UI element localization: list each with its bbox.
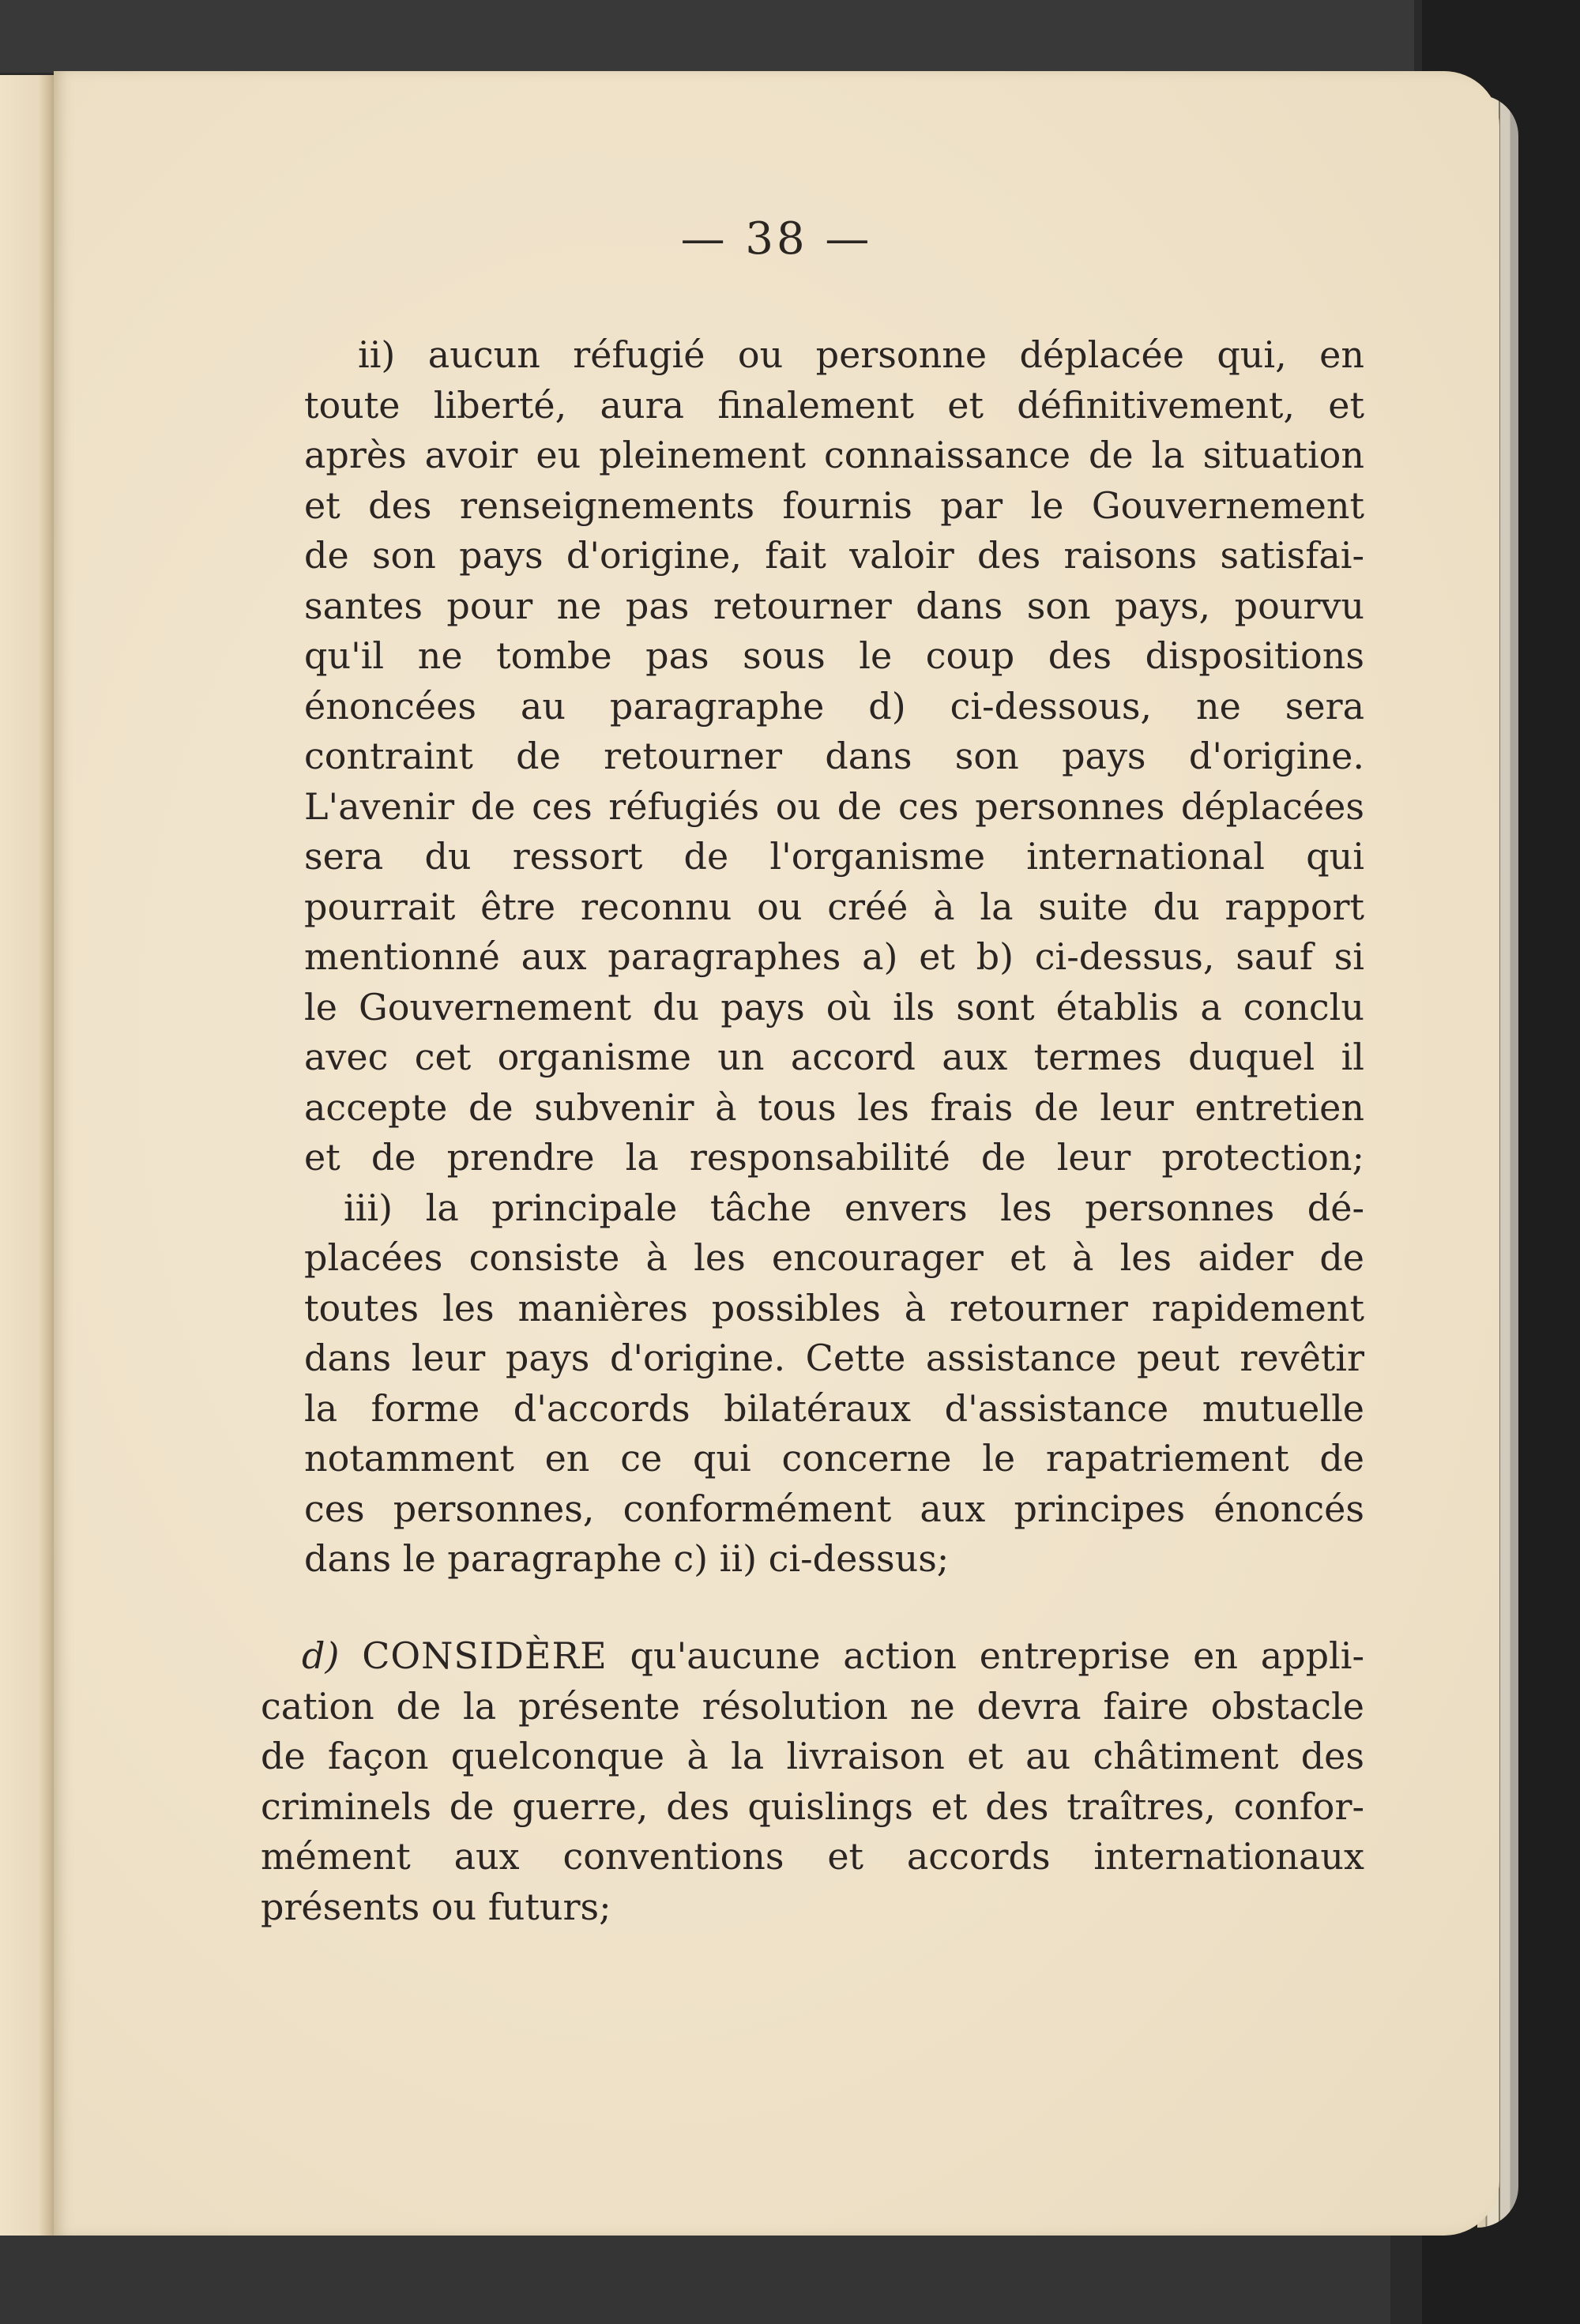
text-line: mément aux conventions et accords internationaux xyxy=(261,1835,1364,1878)
text-line: cation de la présente résolution ne devra faire obstacle xyxy=(261,1684,1364,1728)
text-line: L'avenir de ces réfugiés ou de ces personnes déplacées xyxy=(304,784,1364,828)
text-line: notamment en ce qui concerne le rapatriement de xyxy=(304,1437,1364,1480)
text-line xyxy=(261,1631,1364,1682)
text-line: qu'il ne tombe pas sous le coup des dispositions xyxy=(304,634,1364,677)
text-line: iii) la principale tâche envers les personnes dé- xyxy=(344,1186,1364,1229)
text-line: pourrait être reconnu ou créé à la suite du rapport xyxy=(304,885,1364,928)
scan-background-bottom xyxy=(0,2236,1390,2324)
text-line: le Gouvernement du pays où ils sont établis a conclu xyxy=(304,985,1364,1029)
text-line: accepte de subvenir à tous les frais de leur entretien xyxy=(304,1085,1364,1129)
paragraph-keyword: CONSIDÈRE xyxy=(362,1634,608,1677)
text-line: criminels de guerre, des quislings et des traîtres, confor- xyxy=(261,1784,1364,1828)
text-line: ii) aucun réfugié ou personne déplacée qui, en xyxy=(358,333,1364,376)
text-fragment: qu'aucune action entreprise en appli- xyxy=(630,1634,1365,1677)
text-line: et des renseignements fournis par le Gouvernement xyxy=(304,483,1364,527)
page-number: — 38 — xyxy=(680,213,873,265)
text-line: de façon quelconque à la livraison et au châtiment des xyxy=(261,1735,1364,1777)
text-line: placées consiste à les encourager et à les aider de xyxy=(304,1236,1364,1279)
text-line: toutes les manières possibles à retourner rapidement xyxy=(304,1286,1364,1329)
text-line: sera du ressort de l'organisme international qui xyxy=(304,835,1364,878)
facing-page-edge xyxy=(0,75,55,2236)
paragraph-d xyxy=(261,1631,1364,1932)
text-line: dans leur pays d'origine. Cette assistance peut revêtir xyxy=(304,1337,1364,1379)
scan-background-top xyxy=(0,0,1414,73)
text-line: énoncées au paragraphe d) ci-dessous, ne sera xyxy=(304,684,1364,728)
text-line: contraint de retourner dans son pays d'origine. xyxy=(304,735,1364,777)
text-line: dans le paragraphe c) ii) ci-dessus; xyxy=(304,1537,950,1580)
text-line: et de prendre la responsabilité de leur protection; xyxy=(304,1136,1364,1179)
text-line: mentionné aux paragraphes a) et b) ci-dessus, sauf si xyxy=(304,935,1364,978)
text-line: toute liberté, aura finalement et définitivement, et xyxy=(304,383,1364,427)
paragraph-label: d) xyxy=(302,1634,340,1677)
book-page xyxy=(54,71,1499,2236)
text-line: de son pays d'origine, fait valoir des raisons satisfai- xyxy=(304,534,1364,577)
text-line: après avoir eu pleinement connaissance de la situation xyxy=(304,434,1364,476)
text-line: santes pour ne pas retourner dans son pays, pourvu xyxy=(304,584,1364,627)
text-line: la forme d'accords bilatéraux d'assistance mutuelle xyxy=(304,1386,1364,1430)
text-line: ces personnes, conformément aux principes énoncés xyxy=(304,1487,1364,1530)
text-line: présents ou futurs; xyxy=(261,1885,611,1928)
paragraph-c-ii xyxy=(304,330,1364,1585)
text-line: avec cet organisme un accord aux termes duquel il xyxy=(304,1036,1364,1078)
